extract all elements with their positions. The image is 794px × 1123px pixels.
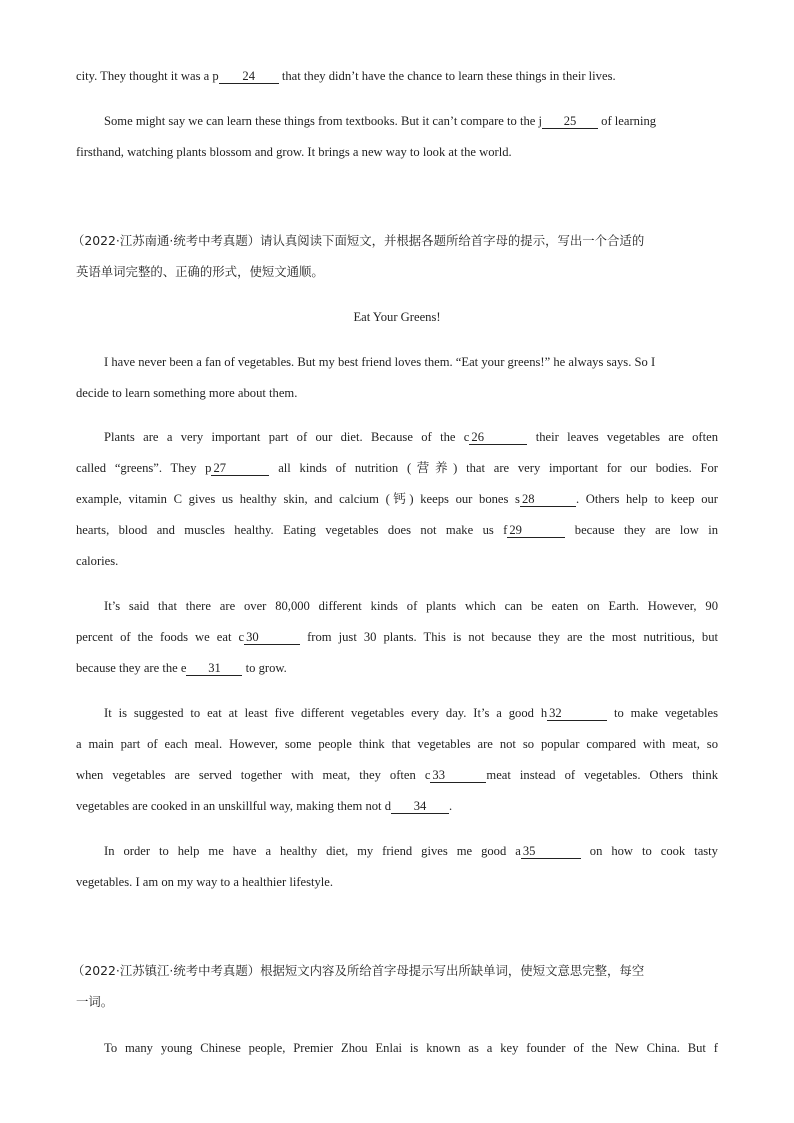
p5-line2: vegetables. I am on my way to a healthier lifestyle. xyxy=(76,875,334,889)
text-segment: Some might say we can learn these things from textbooks. But it can’t compare to the j xyxy=(104,114,543,128)
text-segment: city. They thought it was a p xyxy=(76,69,219,83)
text-segment: percent of the foods we eat c xyxy=(76,630,245,644)
text-segment: to make vegetables xyxy=(607,706,718,720)
p3-line3 xyxy=(76,660,718,676)
text-segment: all kinds of nutrition (营养) that are very important for our bodies. For xyxy=(269,461,718,475)
p2-line5: calories. xyxy=(76,554,119,568)
p1-line1: I have never been a fan of vegetables. But my best friend loves them. “Eat your greens!” he always says. So I xyxy=(104,355,656,369)
text-segment: because they are the e xyxy=(76,661,187,675)
blank-32[interactable]: 32 xyxy=(547,706,607,721)
text-segment: In order to help me have a healthy diet, my friend gives me good a xyxy=(104,844,521,858)
text-segment: It is suggested to eat at least five different vegetables every day. It’s a good h xyxy=(104,706,548,720)
text-segment: to grow. xyxy=(242,661,287,675)
blank-30[interactable]: 30 xyxy=(244,630,300,645)
blank-26[interactable]: 26 xyxy=(469,430,527,445)
text-segment: from just 30 plants. This is not because they are the most nutritious, but xyxy=(300,630,718,644)
blank-27[interactable]: 27 xyxy=(211,461,269,476)
p4-line3 xyxy=(76,767,718,783)
p5-line1 xyxy=(104,843,718,859)
blank-31[interactable]: 31 xyxy=(186,661,242,676)
instruction-line2: 一词。 xyxy=(76,994,114,1009)
p2-line4 xyxy=(76,522,718,538)
blank-25[interactable]: 25 xyxy=(542,114,598,129)
p4-line1 xyxy=(104,705,718,721)
blank-28[interactable]: 28 xyxy=(520,492,576,507)
text-segment: vegetables are cooked in an unskillful way, making them not d xyxy=(76,799,391,813)
passage1-line1 xyxy=(76,68,718,84)
text-segment: of learning xyxy=(598,114,657,128)
blank-29[interactable]: 29 xyxy=(507,523,565,538)
passage1-line3: firsthand, watching plants blossom and grow. It brings a new way to look at the world. xyxy=(76,145,512,159)
text-segment: called “greens”. They p xyxy=(76,461,212,475)
blank-34[interactable]: 34 xyxy=(391,799,449,814)
p4-line4 xyxy=(76,798,718,814)
blank-35[interactable]: 35 xyxy=(521,844,581,859)
text-segment: hearts, blood and muscles healthy. Eating vegetables does not make us f xyxy=(76,523,508,537)
passage1-line2 xyxy=(104,113,718,129)
instruction-line2: 英语单词完整的、正确的形式，使短文通顺。 xyxy=(76,264,324,279)
instruction-line1: （2022·江苏南通·统考中考真题）请认真阅读下面短文，并根据各题所给首字母的提示，写出一个合适的 xyxy=(72,233,645,248)
text-segment: Plants are a very important part of our diet. Because of the c xyxy=(104,430,470,444)
p4-line2: a main part of each meal. However, some people think that vegetables are not so popular compared with meat, so xyxy=(76,737,718,751)
p3-line1: It’s said that there are over 80,000 different kinds of plants which can be eaten on Earth. However, 90 xyxy=(104,599,718,613)
p1-line1: To many young Chinese people, Premier Zhou Enlai is known as a key founder of the New China. But f xyxy=(104,1041,718,1055)
blank-33[interactable]: 33 xyxy=(430,768,486,783)
instruction-line1: （2022·江苏镇江·统考中考真题）根据短文内容及所给首字母提示写出所缺单词，使短文意思完整，每空 xyxy=(72,963,645,978)
p1-line2: decide to learn something more about them. xyxy=(76,386,298,400)
p2-line3 xyxy=(76,491,718,507)
p3-line2 xyxy=(76,629,718,645)
text-segment: on how to cook tasty xyxy=(580,844,718,858)
passage-title: Eat Your Greens! xyxy=(353,310,441,324)
blank-24[interactable]: 24 xyxy=(219,69,279,84)
text-segment: their leaves vegetables are often xyxy=(527,430,718,444)
text-segment: meat instead of vegetables. Others think xyxy=(486,768,718,782)
text-segment: . xyxy=(449,799,453,813)
text-segment: . Others help to keep our xyxy=(575,492,719,506)
p2-line2 xyxy=(76,460,718,476)
text-segment: because they are low in xyxy=(565,523,718,537)
p2-line1 xyxy=(104,429,718,445)
text-segment: example, vitamin C gives us healthy skin, and calcium (钙) keeps our bones s xyxy=(76,492,520,506)
text-segment: when vegetables are served together with meat, they often c xyxy=(76,768,431,782)
text-segment: that they didn’t have the chance to learn these things in their lives. xyxy=(278,69,616,83)
